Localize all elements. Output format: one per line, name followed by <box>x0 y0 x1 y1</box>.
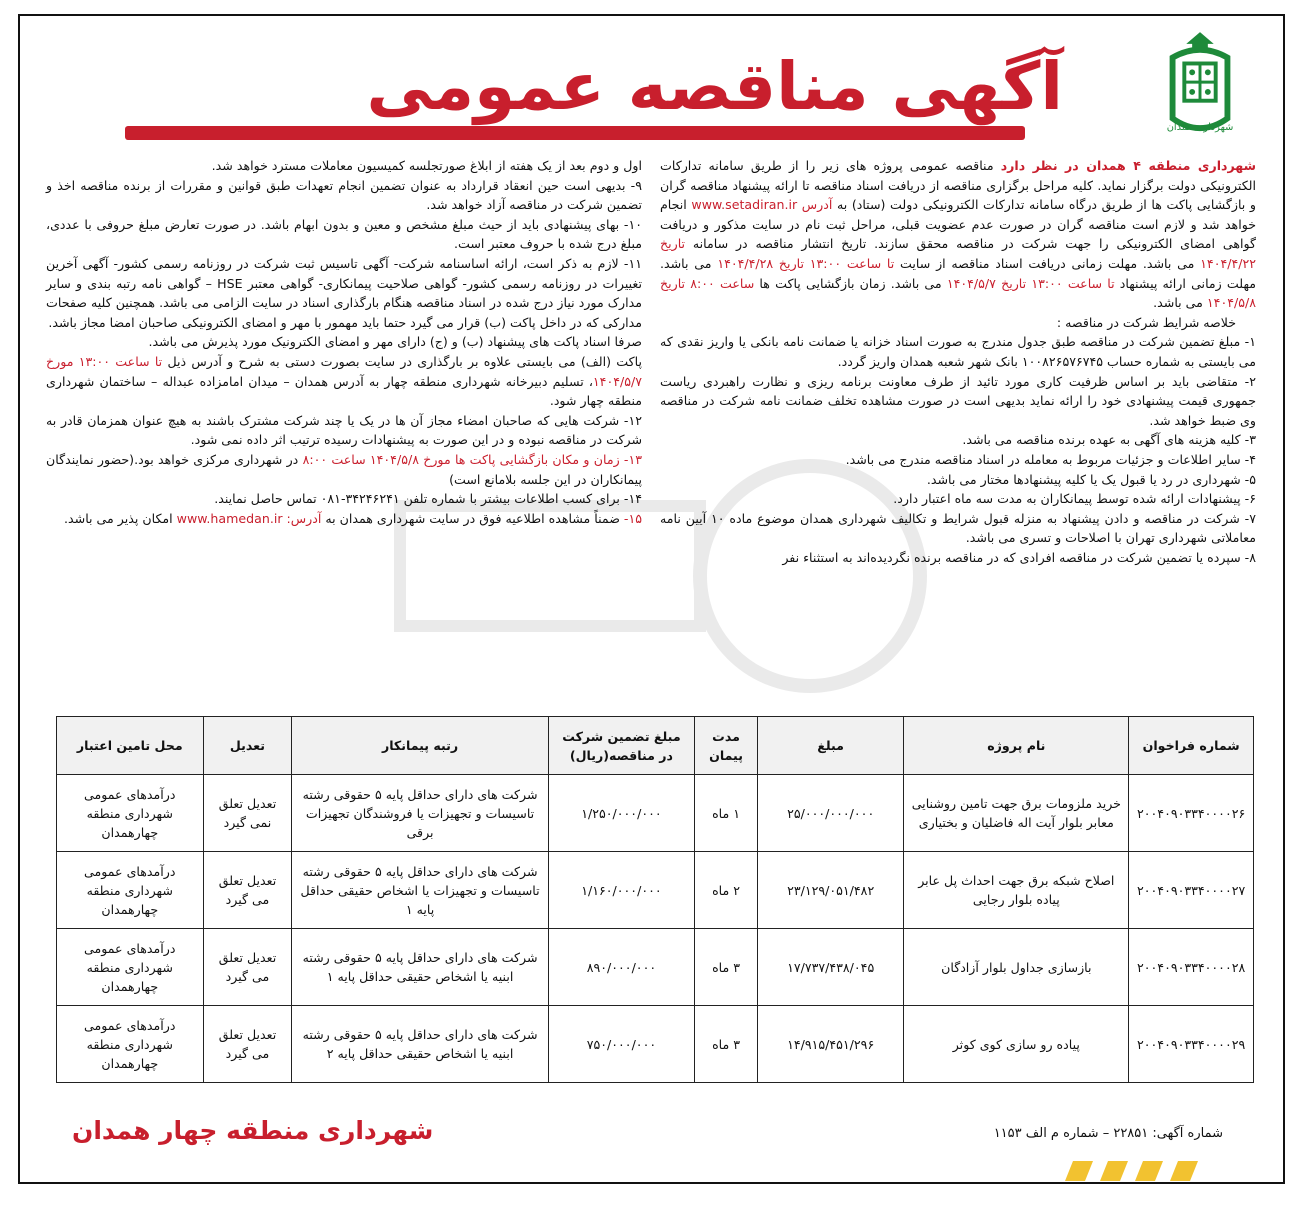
condition-item: ۱- مبلغ تضمین شرکت در مناقصه طبق جدول مندرج به صورت اسناد خزانه یا ضمانت نامه بانکی یا واریز نقدی که می بایستی به شماره حساب ۱۰۰۸۲۶۵۷۶۷۴۵ بانک شهر شعبه همدان واریز گردد. <box>660 334 1256 369</box>
condition-item: ۱۱- لازم به ذکر است، ارائه اساسنامه شرکت- آگهی تاسیس ثبت شرکت در روزنامه رسمی کشور- آگهی آخرین تغییرات در روزنامه رسمی کشور- گواهی صلاحیت پیمانکاری- گواهی معتبر HSE – گواهی نامه رتبه بندی و سایر مدارک مورد نیاز درج شده در اسناد مناقصه هنگام بارگذاری اسناد در سایت الزامی می باشد. همچنین کلیه صفحات مدارکی که در داخل پاکت (ب) قرار می گیرد حتما باید مهمور با مهر و امضای الکترونیکی صاحبان امضا مجاز باشد. <box>46 255 642 330</box>
intro-paragraph: شهرداری منطقه ۴ همدان در نظر دارد مناقصه عمومی پروژه های زیر را از طریق سامانه تدارکات الکترونیکی دولت برگزار نماید. کلیه مراحل برگزاری مناقصه از دریافت اسناد مناقصه تا ارائه پیشنهاد مناقصه گران و بازگشایی پاکت ها از طریق درگاه سامانه تدارکات الکترونیکی دولت (ستاد) به آدرس www.setadiran.ir انجام خواهد شد و لازم است مناقصه گران در صورت عدم عضویت قبلی، مراحل ثبت نام در سایت مذکور و دریافت گواهی امضای الکترونیکی را جهت شرکت در مناقصه محقق سازند. تاریخ انتشار مناقصه در سامانه تاریخ ۱۴۰۴/۴/۲۲ می باشد. مهلت زمانی دریافت اسناد مناقصه از سایت تا ساعت ۱۳:۰۰ تاریخ ۱۴۰۴/۴/۲۸ می باشد. مهلت زمانی ارائه پیشنهاد تا ساعت ۱۳:۰۰ تاریخ ۱۴۰۴/۵/۷ می باشد. زمان بازگشایی پاکت ها ساعت ۸:۰۰ تاریخ ۱۴۰۴/۵/۸ می باشد. <box>660 158 1257 311</box>
header-cell: رتبه پیمانکار <box>292 717 548 775</box>
condition-item: ۵- شهرداری در رد یا قبول یک یا کلیه پیشنهادها مختار می باشد. <box>926 471 1256 487</box>
condition-item: ۶- پیشنهادات ارائه شده توسط پیمانکاران به مدت سه ماه اعتبار دارد. <box>893 491 1256 507</box>
condition-item: اول و دوم بعد از یک هفته از ابلاغ صورتجلسه کمیسیون معاملات مسترد خواهد شد. <box>211 158 642 173</box>
condition-item: ۱۲- شرکت هایی که صاحبان امضاء مجاز آن ها در یک یا چند شرکت مشترک باشند به هیچ عنوان همزمان قادر به شرکت در مناقصه نبوده و در این صورت به پیشنهادات رسیده ترتیب اثر داده نمی شود. <box>46 412 642 448</box>
condition-item: ۱۳- زمان و مکان بازگشایی پاکت ها مورخ ۱۴۰۴/۵/۸ ساعت ۸:۰۰ در شهرداری مرکزی خواهد بود.(حضور نمایندگان پیمانکاران در این جلسه بلامانع است) <box>46 451 642 487</box>
doc-deadline: تا ساعت ۱۳:۰۰ تاریخ ۱۴۰۴/۴/۲۸ <box>717 255 895 271</box>
setadiran-link[interactable]: www.setadiran.ir <box>691 197 798 213</box>
hamedan-link[interactable]: www.hamedan.ir <box>176 510 283 526</box>
decorative-stripes-icon <box>1065 1161 1205 1181</box>
intro-lead: شهرداری منطقه ۴ همدان در نظر دارد <box>1000 158 1257 173</box>
condition-item: پاکت (الف) می بایستی علاوه بر بارگذاری در سایت بصورت دستی به شرح و آدرس ذیل تا ساعت ۱۳:۰۰ مورخ ۱۴۰۴/۵/۷، تسلیم دبیرخانه شهرداری منطقه چهار به آدرس همدان – میدان امامزاده عبداله – ساختمان شهرداری منطقه چهار شود. <box>46 353 642 409</box>
table-row: ۲۰۰۴۰۹۰۳۳۴۰۰۰۰۲۶ خرید ملزومات برق جهت تامین روشنایی معابر بلوار آیت اله فاضلیان و بختیاری ۲۵/۰۰۰/۰۰۰/۰۰۰ ۱ ماه ۱/۲۵۰/۰۰۰/۰۰۰ شرکت های دارای حداقل پایه ۵ حقوقی رشته تاسیسات و تجهیزات یا فروشندگان تجهیزات برقی تعدیل تعلق نمی گیرد درآمدهای عمومی شهرداری منطقه چهارهمدان <box>57 775 1254 852</box>
header-cell: نام پروژه <box>904 717 1129 775</box>
table-row: ۲۰۰۴۰۹۰۳۳۴۰۰۰۰۲۸ بازسازی جداول بلوار آزادگان ۱۷/۷۳۷/۴۳۸/۰۴۵ ۳ ماه ۸۹۰/۰۰۰/۰۰۰ شرکت های دارای حداقل پایه ۵ حقوقی رشته ابنیه یا اشخاص حقیقی حداقل پایه ۱ تعدیل تعلق می گیرد درآمدهای عمومی شهرداری منطقه چهارهمدان <box>57 929 1254 1006</box>
header-cell: شماره فراخوان <box>1129 717 1254 775</box>
table-header-row <box>57 717 1254 775</box>
condition-item: ۸- سپرده یا تضمین شرکت در مناقصه افرادی که در مناقصه برنده نگردیده‌اند به استثناء نفر <box>782 549 1256 565</box>
projects-table <box>56 716 1254 1083</box>
condition-item: ۲- متقاضی باید بر اساس ظرفیت کاری مورد تائید از طرف معاونت برنامه ریزی و نظارت راهبردی ریاست جمهوری قیمت پیشنهادی خود را ارائه نماید بدیهی است در صورت مشاهده تخلف ضمانت نامه شرکت در مناقصه وی ضبط خواهد شد. <box>660 373 1256 428</box>
logo-text: شهرداری همدان <box>1166 122 1234 134</box>
header-cell: محل تامین اعتبار <box>57 717 204 775</box>
municipality-logo-icon <box>1151 28 1249 146</box>
tender-notice <box>18 14 1285 1184</box>
bid-deadline: تا ساعت ۱۳:۰۰ تاریخ ۱۴۰۴/۵/۷ <box>946 275 1115 291</box>
condition-item: ۱۰- بهای پیشنهادی باید از حیث مبلغ مشخص و معین و بدون ابهام باشد. در صورت تعارض مبلغ حروفی با عددی، مبلغ درج شده با حروف معتبر است. <box>46 216 642 252</box>
header <box>20 16 1283 152</box>
page-title: آگهی مناقصه عمومی <box>366 48 1063 125</box>
header-cell: مدت پیمان <box>695 717 758 775</box>
publish-date: تاریخ ۱۴۰۴/۴/۲۲ <box>660 236 1257 271</box>
organization-name: شهرداری منطقه چهار همدان <box>72 1116 434 1145</box>
header-cell: مبلغ تضمین شرکت در مناقصه(ریال) <box>548 717 694 775</box>
table-row: ۲۰۰۴۰۹۰۳۳۴۰۰۰۰۲۷ اصلاح شبکه برق جهت احداث پل عابر پیاده بلوار رجایی ۲۳/۱۲۹/۰۵۱/۴۸۲ ۲ ماه ۱/۱۶۰/۰۰۰/۰۰۰ شرکت های دارای حداقل پایه ۵ حقوقی رشته تاسیسات و تجهیزات یا اشخاص حقیقی حداقل پایه ۱ تعدیل تعلق می گیرد درآمدهای عمومی شهرداری منطقه چهارهمدان <box>57 852 1254 929</box>
body-columns <box>46 156 1256 716</box>
header-cell: مبلغ <box>757 717 903 775</box>
header-cell: تعدیل <box>203 717 292 775</box>
condition-item: ۷- شرکت در مناقصه و دادن پیشنهاد به منزله قبول شرایط و تکالیف شهرداری همدان موضوع ماده ۱۰ آیین نامه معاملاتی شهرداری تهران با اصلاحات و تسری می باشد. <box>660 510 1256 546</box>
column-right <box>660 156 1256 716</box>
conditions-title: خلاصه شرایط شرکت در مناقصه : <box>1056 314 1236 330</box>
condition-item: صرفا اسناد پاکت های پیشنهاد (ب) و (ج) دارای مهر و امضای الکترونیک مورد پذیرش می باشد. <box>148 334 642 350</box>
column-left <box>46 156 642 716</box>
opening-time: ساعت ۸:۰۰ تاریخ ۱۴۰۴/۵/۸ <box>660 275 1256 311</box>
ad-number: شماره آگهی: ۲۲۸۵۱ – شماره م الف ۱۱۵۳ <box>993 1126 1223 1141</box>
condition-item: ۳- کلیه هزینه های آگهی به عهده برنده مناقصه می باشد. <box>962 432 1256 448</box>
condition-item: ۱۵- ضمناً مشاهده اطلاعیه فوق در سایت شهرداری همدان به آدرس: www.hamedan.ir امکان پذیر می باشد. <box>64 510 642 526</box>
condition-item: ۱۴- برای کسب اطلاعات بیشتر با شماره تلفن ۳۴۲۴۶۲۴۱-۰۸۱ تماس حاصل نمایند. <box>214 491 642 507</box>
table-row: ۲۰۰۴۰۹۰۳۳۴۰۰۰۰۲۹ پیاده رو سازی کوی کوثر ۱۴/۹۱۵/۴۵۱/۲۹۶ ۳ ماه ۷۵۰/۰۰۰/۰۰۰ شرکت های دارای حداقل پایه ۵ حقوقی رشته ابنیه یا اشخاص حقیقی حداقل پایه ۲ تعدیل تعلق می گیرد درآمدهای عمومی شهرداری منطقه چهارهمدان <box>57 1006 1254 1083</box>
title-underline <box>125 126 1025 140</box>
condition-item: ۹- بدیهی است حین انعقاد قرارداد به عنوان تضمین انجام تعهدات طبق قوانین و مقررات از برنده مناقصه اخذ و تضمین شرکت در مناقصه آزاد خواهد شد. <box>46 177 642 213</box>
condition-item: ۴- سایر اطلاعات و جزئیات مربوط به معامله در اسناد مناقصه مندرج می باشد. <box>845 451 1256 467</box>
